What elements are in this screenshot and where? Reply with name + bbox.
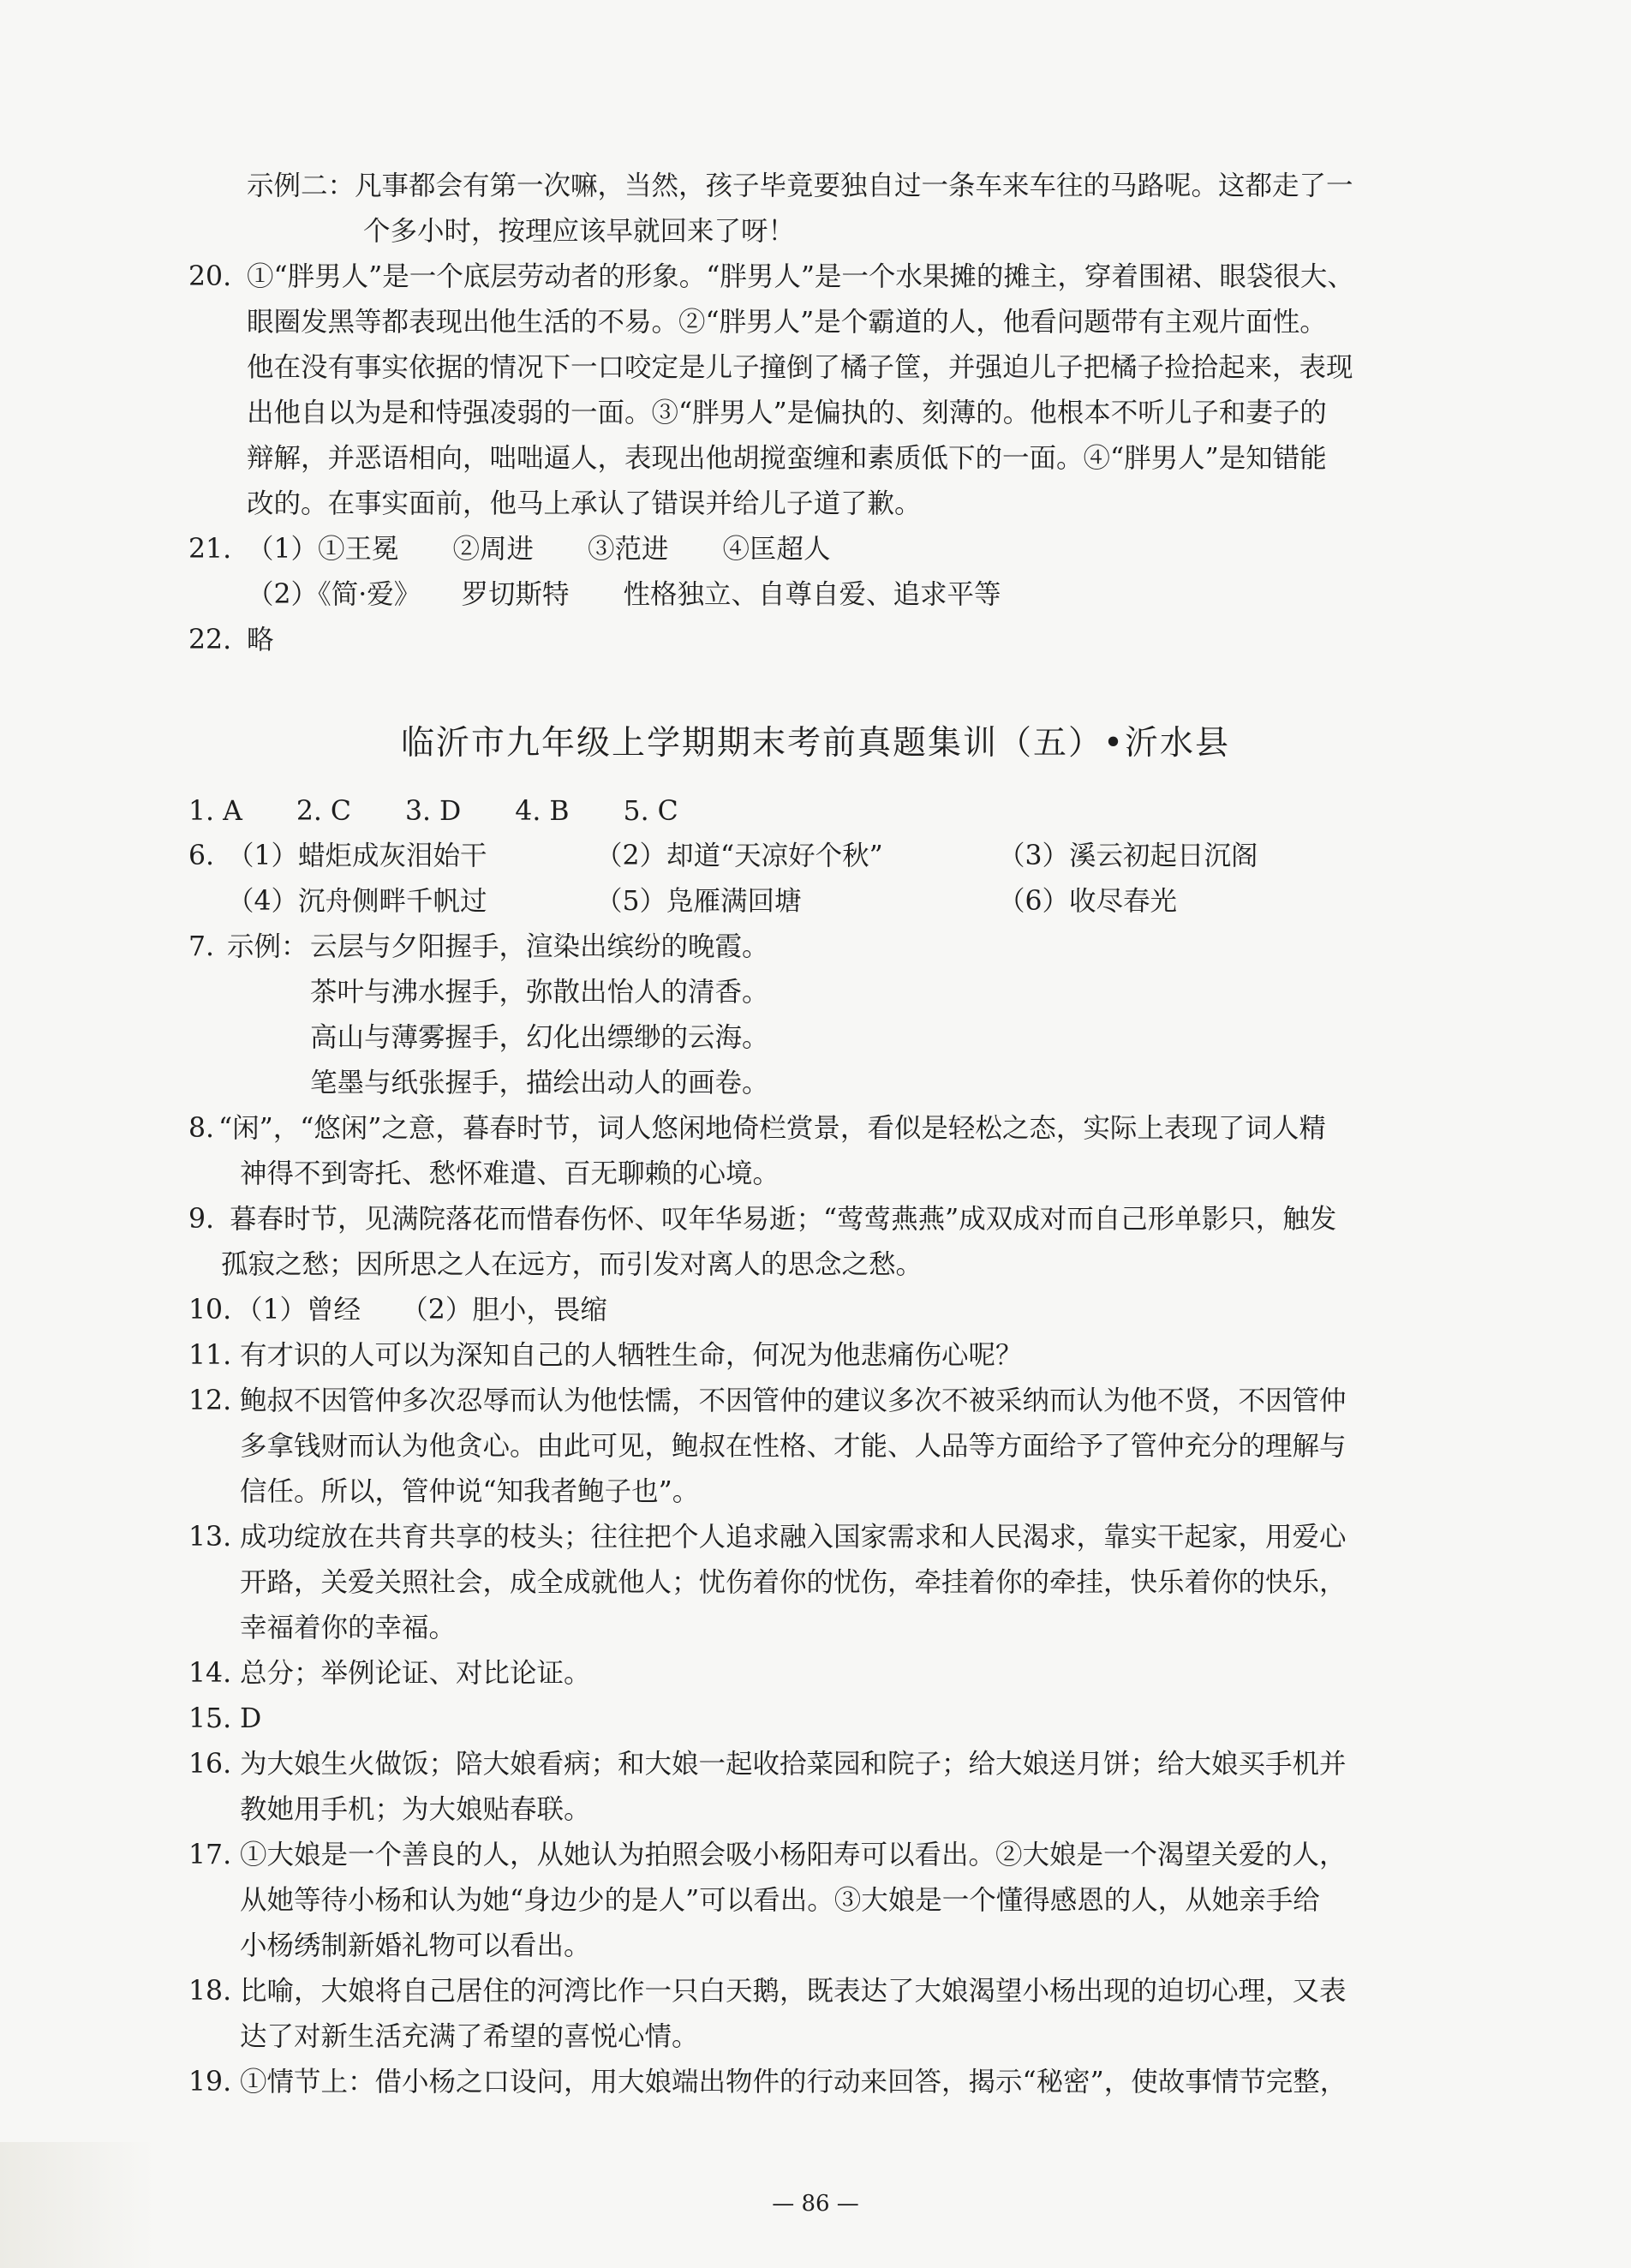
q17-line: 从她等待小杨和认为她“身边少的是人”可以看出。③大娘是一个懂得感恩的人，从她亲手给 (240, 1885, 1320, 1916)
q21-line1: （1）①王冕 ②周进 ③范进 ④匡超人 (247, 534, 831, 565)
q6-answer-5: （5）凫雁满回塘 (595, 886, 802, 917)
q20-line: 他在没有事实依据的情况下一口咬定是儿子撞倒了橘子筐，并强迫儿子把橘子捡拾起来，表现 (247, 352, 1353, 383)
q15-text: D (240, 1703, 262, 1734)
q8-line: 神得不到寄托、愁怀难遣、百无聊赖的心境。 (240, 1158, 780, 1189)
q7-example-line: 茶叶与沸水握手，弥散出怡人的清香。 (310, 977, 769, 1008)
q13-line: 幸福着你的幸福。 (240, 1613, 457, 1643)
q6-answer-3: （3）溪云初起日沉阁 (998, 841, 1258, 871)
q18-line: 比喻，大娘将自己居住的河湾比作一只白天鹅，既表达了大娘渴望小杨出现的迫切心理，又表 (240, 1976, 1347, 2007)
q6-answer-2: （2）却道“天凉好个秋” (595, 841, 883, 871)
q11-text: 有才识的人可以为深知自己的人牺牲生命，何况为他悲痛伤心呢？ (240, 1340, 1023, 1371)
q6-answer-1: （1）蜡炬成灰泪始干 (227, 841, 487, 871)
q9-line: 孤寂之愁；因所思之人在远方，而引发对离人的思念之愁。 (221, 1249, 923, 1280)
q20-line: 出他自以为是和恃强凌弱的一面。③“胖男人”是偏执的、刻薄的。他根本不听儿子和妻子的 (247, 398, 1327, 428)
q8-number: 8. (188, 1113, 215, 1144)
q6-number: 6. (188, 841, 215, 871)
q15-number: 15. (188, 1703, 232, 1734)
example2-line2: 个多小时，按理应该早就回来了呀！ (363, 216, 796, 247)
q13-line: 开路，关爱关照社会，成全成就他人；忧伤着你的忧伤，牵挂着你的牵挂，快乐着你的快乐， (240, 1567, 1347, 1598)
q6-answer-4: （4）沉舟侧畔千帆过 (227, 886, 487, 917)
q16-number: 16. (188, 1749, 232, 1780)
q12-number: 12. (188, 1385, 232, 1416)
q12-line: 信任。所以，管仲说“知我者鲍子也”。 (240, 1476, 700, 1507)
q21-number: 21. (188, 534, 232, 565)
q8-line: “闲”，“悠闲”之意，暮春时节，词人悠闲地倚栏赏景，看似是轻松之态，实际上表现了词人精 (218, 1113, 1326, 1144)
q10-text: （1）曾经 （2）胆小，畏缩 (236, 1295, 607, 1325)
q19-number: 19. (188, 2067, 232, 2097)
q1-5-answers: 1. A 2. C 3. D 4. B 5. C (188, 796, 678, 827)
q9-line: 暮春时节，见满院落花而惜春伤怀、叹年华易逝；“莺莺燕燕”成双成对而自己形单影只，触发 (230, 1204, 1337, 1235)
q21-line2: （2）《简·爱》 罗切斯特 性格独立、自尊自爱、追求平等 (247, 579, 1001, 610)
section-title: 临沂市九年级上学期期末考前真题集训（五）•沂水县 (400, 724, 1230, 763)
q12-line: 多拿钱财而认为他贪心。由此可见，鲍叔在性格、才能、人品等方面给予了管仲充分的理解与 (240, 1431, 1347, 1462)
q20-line: 眼圈发黑等都表现出他生活的不易。②“胖男人”是个霸道的人，他看问题带有主观片面性。 (247, 307, 1327, 338)
q17-number: 17. (188, 1840, 232, 1870)
q14-number: 14. (188, 1658, 232, 1689)
q7-example-line: 高山与薄雾握手，幻化出缥缈的云海。 (310, 1022, 769, 1053)
q16-line: 为大娘生火做饭；陪大娘看病；和大娘一起收拾菜园和院子；给大娘送月饼；给大娘买手机并 (240, 1749, 1347, 1780)
example2-label: 示例二： (247, 171, 355, 201)
q13-number: 13. (188, 1522, 232, 1553)
scan-shadow (0, 2142, 154, 2268)
q22-number: 22. (188, 625, 232, 655)
page-number: — 86 — (772, 2191, 859, 2217)
q9-number: 9. (188, 1204, 215, 1235)
q10-number: 10. (188, 1295, 232, 1325)
q17-line: 小杨绣制新婚礼物可以看出。 (240, 1930, 591, 1961)
q20-line: 辩解，并恶语相向，咄咄逼人，表现出他胡搅蛮缠和素质低下的一面。④“胖男人”是知错能 (247, 443, 1327, 474)
q12-line: 鲍叔不因管仲多次忍辱而认为他怯懦，不因管仲的建议多次不被采纳而认为他不贤，不因管仲 (240, 1385, 1347, 1416)
q14-text: 总分；举例论证、对比论证。 (240, 1658, 591, 1689)
q7-label: 示例： (227, 931, 308, 962)
q13-line: 成功绽放在共育共享的枝头；往往把个人追求融入国家需求和人民渴求，靠实干起家，用爱心 (240, 1522, 1347, 1553)
example2-text: 凡事都会有第一次嘛，当然，孩子毕竟要独自过一条车来车往的马路呢。这都走了一 (355, 171, 1353, 201)
q7-number: 7. (188, 931, 215, 962)
q18-number: 18. (188, 1976, 232, 2007)
q19-text: ①情节上：借小杨之口设问，用大娘端出物件的行动来回答，揭示“秘密”，使故事情节完整， (240, 2067, 1347, 2097)
q7-example-line: 云层与夕阳握手，渲染出缤纷的晚霞。 (310, 931, 769, 962)
q20-line: 改的。在事实面前，他马上承认了错误并给儿子道了歉。 (247, 488, 922, 519)
q17-line: ①大娘是一个善良的人，从她认为拍照会吸小杨阳寿可以看出。②大娘是一个渴望关爱的人， (240, 1840, 1347, 1870)
q22-text: 略 (247, 625, 274, 655)
q7-example-line: 笔墨与纸张握手，描绘出动人的画卷。 (310, 1068, 769, 1098)
q18-line: 达了对新生活充满了希望的喜悦心情。 (240, 2021, 699, 2052)
q6-answer-6: （6）收尽春光 (998, 886, 1178, 917)
q20-line: ①“胖男人”是一个底层劳动者的形象。“胖男人”是一个水果摊的摊主，穿着围裙、眼袋很大、 (247, 261, 1354, 292)
q11-number: 11. (188, 1340, 232, 1371)
example2-line1 (247, 168, 1353, 204)
q20-number: 20. (188, 261, 232, 292)
q16-line: 教她用手机；为大娘贴春联。 (240, 1794, 591, 1825)
